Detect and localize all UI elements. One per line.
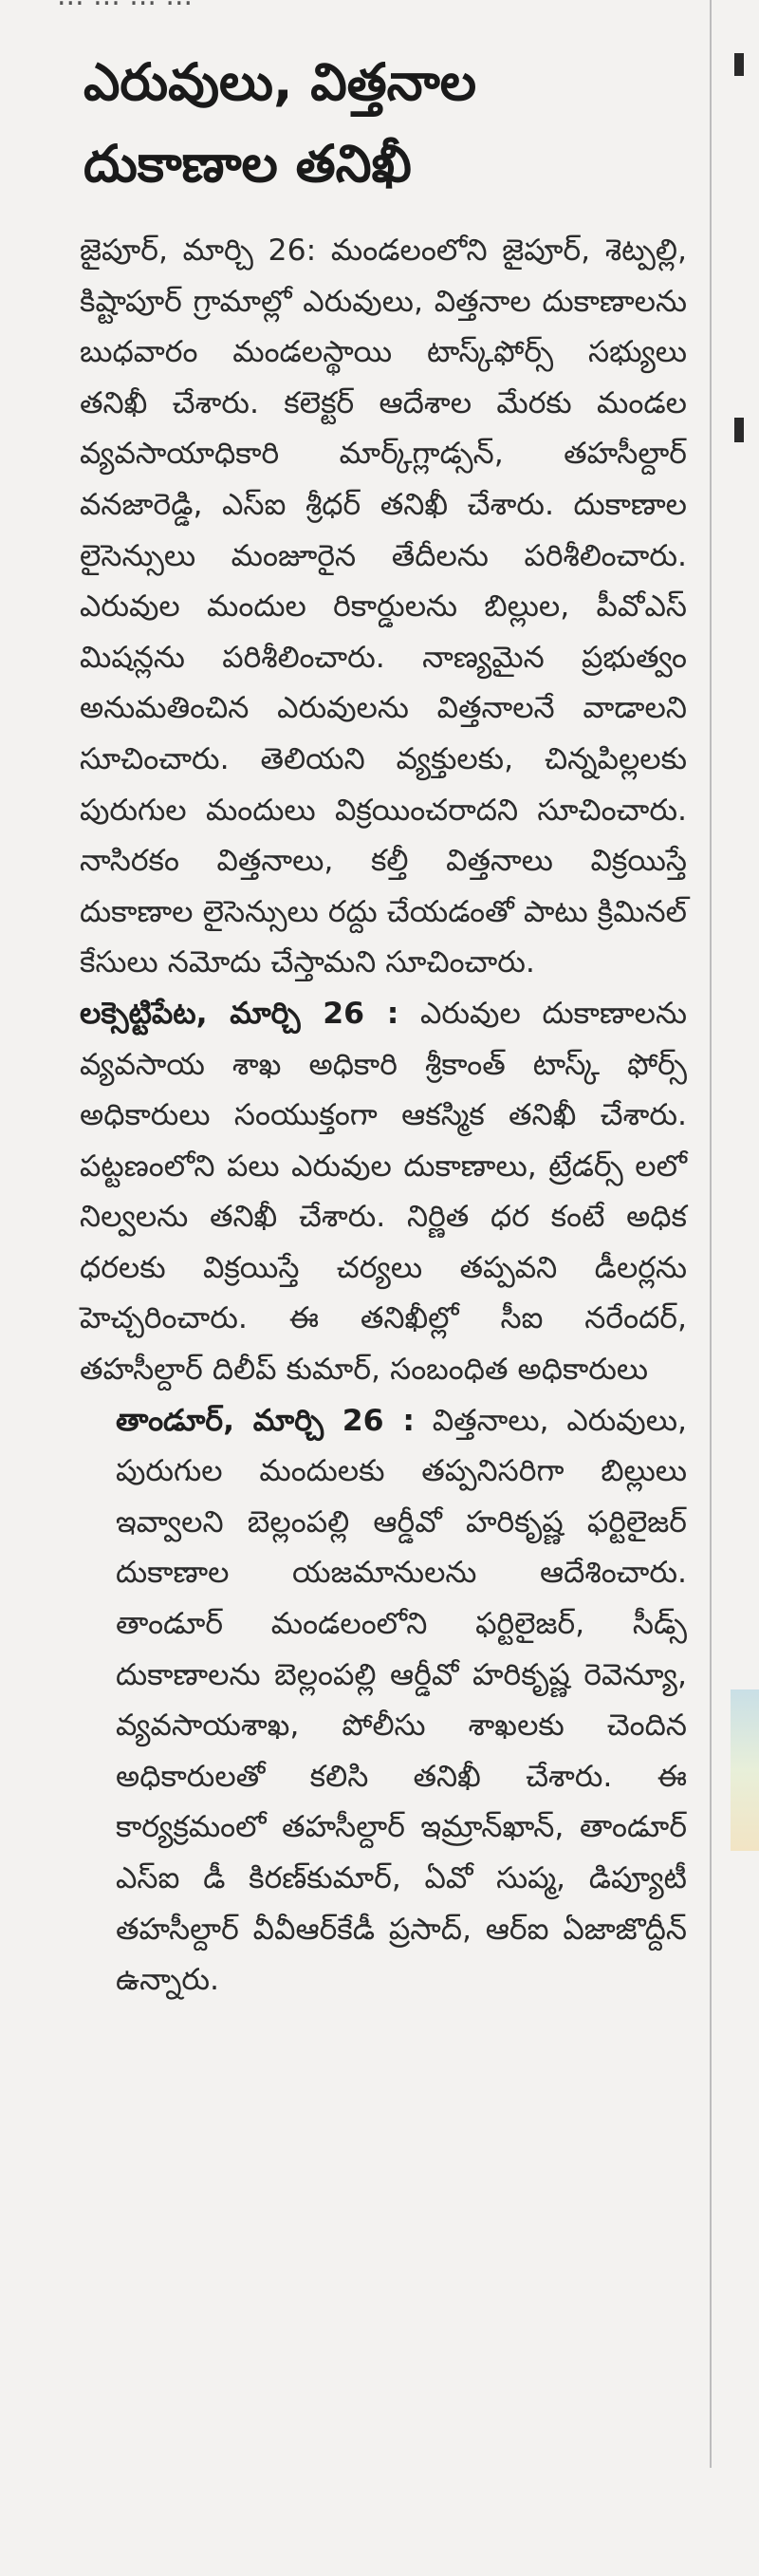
headline-line-1: ఎరువులు, విత్తనాల	[83, 52, 477, 112]
paragraph-luxettipet	[80, 989, 687, 1396]
dateline: తాండూర్, మార్చి 26 :	[116, 1403, 415, 1438]
paragraph-text: ఎరువుల దుకాణాలను వ్యవసాయ శాఖ అధికారి శ్రీకాంత్ టాస్క్ ఫోర్స్ అధికారులు సంయుక్తంగా ఆకస్మిక తనిఖీ చేశారు. పట్టణంలోని పలు ఎరువుల దుకాణాలు, ట్రేడర్స్ లలో నిల్వలను తనిఖీ చేశారు. నిర్ణిత ధర కంటే అధిక ధరలకు విక్రయిస్తే చర్యలు తప్పవని డీలర్లను హెచ్చరించారు. ఈ తనిఖీల్లో సీఐ నరేందర్, తహసీల్దార్ దిలీప్ కుమార్, సంబంధిత అధికారులు	[80, 996, 687, 1388]
adjacent-text-fragment	[734, 418, 744, 442]
paragraph-tandur	[80, 1396, 687, 2007]
paragraph-text: విత్తనాలు, ఎరువులు, పురుగుల మందులకు తప్పనిసరిగా బిల్లులు ఇవ్వాలని బెల్లంపల్లి ఆర్డీవో హరికృష్ణ ఫర్టిలైజర్ దుకాణాల యజమానులను ఆదేశించారు. తాండూర్ మండలంలోని ఫర్టిలైజర్, సీడ్స్ దుకాణాలను బెల్లంపల్లి ఆర్డీవో హరికృష్ణ రెవెన్యూ, వ్యవసాయశాఖ, పోలీసు శాఖలకు చెందిన అధికారులతో కలిసి తనిఖీ చేశారు. ఈ కార్యక్రమంలో తహసీల్దార్ ఇమ్రాన్‌ఖాన్, తాండూర్ ఎస్‌ఐ డీ కిరణ్‌కుమార్, ఏవో సుప్మ, డిప్యూటీ తహసీల్దార్ వీవీఆర్‌కేడీ ప్రసాద్, ఆర్‌ఐ ఏజాజొద్దీన్ ఉన్నారు.	[116, 1403, 687, 1998]
article-body	[80, 226, 687, 2007]
column-divider	[710, 0, 712, 2468]
adjacent-text-fragment	[734, 53, 744, 76]
adjacent-column-edge	[731, 0, 759, 2576]
paragraph-text: జైపూర్, మార్చి 26: మండలంలోని జైపూర్, శెట్పల్లి, కిష్టాపూర్ గ్రామాల్లో ఎరువులు, విత్తనాల దుకాణాలను బుధవారం మండలస్థాయి టాస్క్‌ఫోర్స్ సభ్యులు తనిఖీ చేశారు. కలెక్టర్ ఆదేశాల మేరకు మండల వ్యవసాయాధికారి మార్క్‌గ్లాడ్సన్, తహసీల్దార్ వనజారెడ్డి, ఎస్‌ఐ శ్రీధర్ తనిఖీ చేశారు. దుకాణాల లైసెన్సులు మంజూరైన తేదీలను పరిశీలించారు. ఎరువుల మందుల రికార్డులను బిల్లుల, పీవోఎస్ మిషన్లను పరిశీలించారు. నాణ్యమైన ప్రభుత్వం అనుమతించిన ఎరువులను విత్తనాలనే వాడాలని సూచించారు. తెలియని వ్యక్తులకు, చిన్నపిల్లలకు పురుగుల మందులు విక్రయించరాదని సూచించారు. నాసిరకం విత్తనాలు, కల్తీ విత్తనాలు విక్రయిస్తే దుకాణాల లైసెన్సులు రద్దు చేయడంతో పాటు క్రిమినల్ కేసులు నమోదు చేస్తామని సూచించారు.	[80, 233, 687, 980]
article-headline	[83, 42, 691, 205]
dateline: లక్సెట్టిపేట, మార్చి 26 :	[80, 996, 399, 1031]
headline-line-2: దుకాణాల తనిఖీ	[83, 134, 412, 194]
cropped-previous-line	[57, 0, 664, 8]
adjacent-image-edge	[731, 1689, 759, 1851]
paragraph-jaipur	[80, 226, 687, 989]
